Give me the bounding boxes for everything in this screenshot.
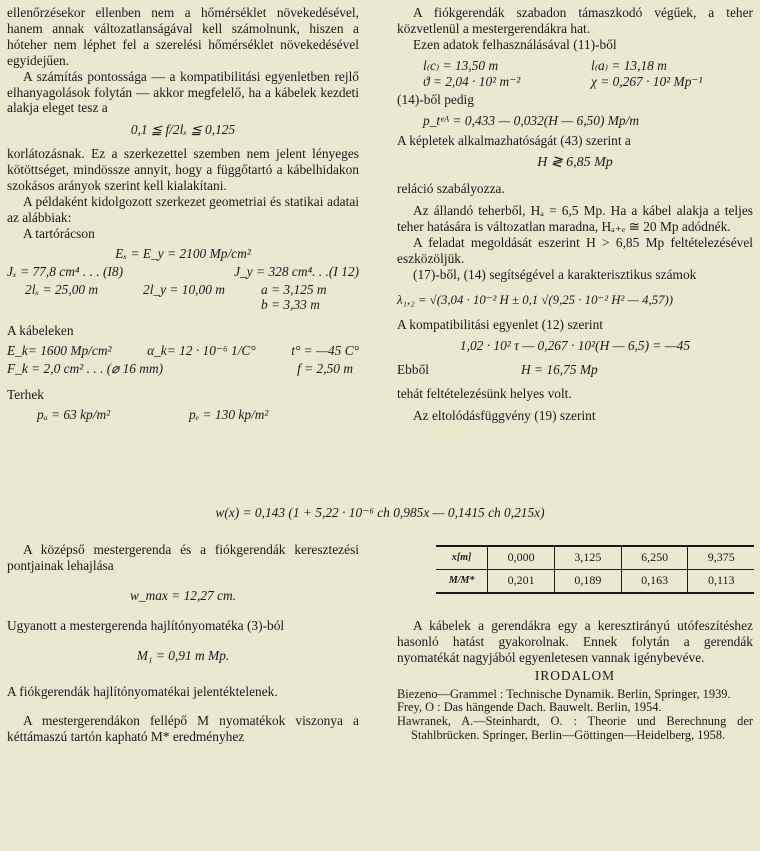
equation: J_y = 328 cm⁴. . .(I 12) (234, 263, 359, 279)
section-heading: IRODALOM (534, 667, 616, 683)
paragraph: A kompatibilitási egyenlet (12) szerint (397, 316, 604, 332)
paragraph: Ezen adatok felhasználásával (11)-ből (413, 36, 617, 52)
equation: λ₁,₂ = √(3,04 · 10⁻² H ± 0,1 √(9,25 · 10⁻² H² — 4,57)) (397, 292, 674, 307)
references (397, 688, 753, 743)
paragraph: Ugyanott a mestergerenda hajlítónyomatéka (3)-ból (7, 617, 285, 633)
table-cell: 0,163 (621, 570, 688, 594)
paragraph: A mestergerendákon fellépő M nyomatékok viszonya a kéttámaszú tartón kapható M* eredményhez (7, 713, 359, 745)
paragraph: A kábeleken (7, 323, 74, 339)
equation: M₁ = 0,91 m Mp. (136, 647, 230, 663)
left-column-bottom (7, 542, 359, 745)
equation: pₑ = 130 kp/m² (189, 406, 269, 422)
equation: w_max = 12,27 cm. (129, 587, 237, 603)
displacement-equation: w(x) = 0,143 (1 + 5,22 · 10⁻⁶ ch 0,985x — 0,1415 ch 0,215x) (215, 505, 545, 520)
reference-item: Frey, O : Das hängende Dach. Bauwelt. Berlin, 1954. (397, 700, 662, 715)
equation: t° = —45 C° (291, 343, 359, 359)
equation: b = 3,33 m (261, 297, 320, 313)
equation: p_tᵉᴬ = 0,433 — 0,032(H — 6,50) Mp/m (423, 113, 639, 129)
table-cell: 0,201 (488, 570, 555, 594)
equation: a = 3,125 m (261, 281, 327, 297)
reference-item: Biezeno—Grammel : Technische Dynamik. Berlin, Springer, 1939. (397, 686, 731, 701)
paragraph: A tartórácson (23, 225, 95, 241)
equation: 2lₓ = 25,00 m (25, 281, 99, 297)
paragraph: A feladat megoldását eszerint H > 6,85 Mp feltételezésével eszközöljük. (397, 234, 753, 266)
table-header-cell: x[m] (436, 546, 488, 570)
table-cell: 3,125 (554, 546, 621, 570)
table-row (436, 546, 754, 570)
paragraph: (17)-ből, (14) segítségével a karakterisztikus számok (413, 266, 697, 282)
equation: ϑ = 2,04 · 10² m⁻² (423, 73, 521, 89)
equation: α_k= 12 · 10⁻⁶ 1/C° (147, 343, 256, 359)
equation: f = 2,50 m (297, 361, 353, 377)
paragraph: reláció szabályozza. (397, 181, 505, 197)
equation: l₍a₎ = 13,18 m (591, 57, 667, 73)
paragraph: A kábelek a gerendákra egy a keresztirányú utófeszítéshez hasonló hatást gyakorolnak. Ennek folytán a gerendák nyomatékát nagyjából egyenletesen vannak igénybevéve. (397, 618, 753, 665)
reference-item: Hawranek, A.—Steinhardt, O. : Theorie und Berechnung der Stahlbrücken. Springer, Berlin—Göttingen—Heidelberg, 1958. (397, 714, 753, 743)
left-column-top (7, 5, 359, 423)
paragraph: Terhek (7, 387, 44, 403)
table-cell: 0,000 (488, 546, 555, 570)
right-column-bottom (397, 618, 753, 743)
equation: 1,02 · 10² τ — 0,267 · 10²(H — 6,5) = —45 (459, 338, 691, 354)
equation: 0,1 ≦ f/2lₓ ≦ 0,125 (130, 122, 236, 138)
paragraph: ellenőrzésekor ellenben nem a hőmérséklet növekedésével, hanem annak változatlanságával kell számolnunk, hiszen a hóteher nem léphet fel a szerelési hőmérséklet növekedésével egyidejűen. (7, 5, 359, 68)
equation: pₐ = 63 kp/m² (37, 406, 111, 422)
equation: χ = 0,267 · 10² Mp⁻¹ (591, 73, 703, 89)
equation: Jₓ = 77,8 cm⁴ . . . (I8) (7, 263, 124, 279)
moment-ratio-table (436, 545, 754, 594)
table-cell: 0,113 (688, 570, 754, 594)
table-cell: 6,250 (621, 546, 688, 570)
paragraph: tehát feltételezésünk helyes volt. (397, 386, 572, 402)
right-column-top (397, 5, 753, 424)
paragraph: A fiókgerendák hajlítónyomatékai jelentéktelenek. (7, 683, 278, 699)
paragraph: A számítás pontossága — a kompatibilitási egyenletben rejlő elhanyagolások folytán — akkor megfelelő, ha a kábelek kezdeti alakja eleget tesz a (7, 68, 359, 116)
equation: H ≷ 6,85 Mp (537, 155, 613, 171)
table-row (436, 570, 754, 594)
paragraph: korlátozásnak. Ez a szerkezettel szemben nem jelent lényeges kötöttséget, mindössze annyit, hogy a függőtartó a kábelhidakon szokásos arányok szerint kell kialakítani. (7, 146, 359, 194)
equation: E_k= 1600 Mp/cm² (7, 343, 112, 359)
equation: l₍c₎ = 13,50 m (423, 57, 499, 73)
table-cell: 0,189 (554, 570, 621, 594)
equation: F_k = 2,0 cm² . . . (⌀ 16 mm) (7, 361, 164, 377)
paragraph: A fiókgerendák szabadon támaszkodó végűek, a teher közvetlenül a mestergerendákra hat. (397, 5, 753, 36)
paragraph: Ebből (397, 362, 429, 378)
table-header-cell: M/M* (436, 570, 488, 594)
paragraph: A példaként kidolgozott szerkezet geometriai és statikai adatai az alábbiak: (7, 193, 359, 225)
table-cell: 9,375 (688, 546, 754, 570)
equation: H = 16,75 Mp (521, 362, 598, 378)
paragraph: Az eltolódásfüggvény (19) szerint (413, 408, 596, 424)
equation: 2l_y = 10,00 m (143, 281, 225, 297)
paragraph: A középső mestergerenda és a fiókgerendák keresztezési pontjainak lehajlása (7, 542, 359, 573)
paragraph: (14)-ből pedig (397, 91, 474, 107)
paragraph: A képletek alkalmazhatóságát (43) szerint a (397, 133, 631, 149)
paragraph: Az állandó teherből, Hₐ = 6,5 Mp. Ha a kábel alakja a teljes teher hatására is változatlan maradna, Hₐ₊ₑ ≅ 20 Mp adódnék. (397, 203, 753, 234)
equation: Eₓ = E_y = 2100 Mp/cm² (115, 245, 251, 261)
